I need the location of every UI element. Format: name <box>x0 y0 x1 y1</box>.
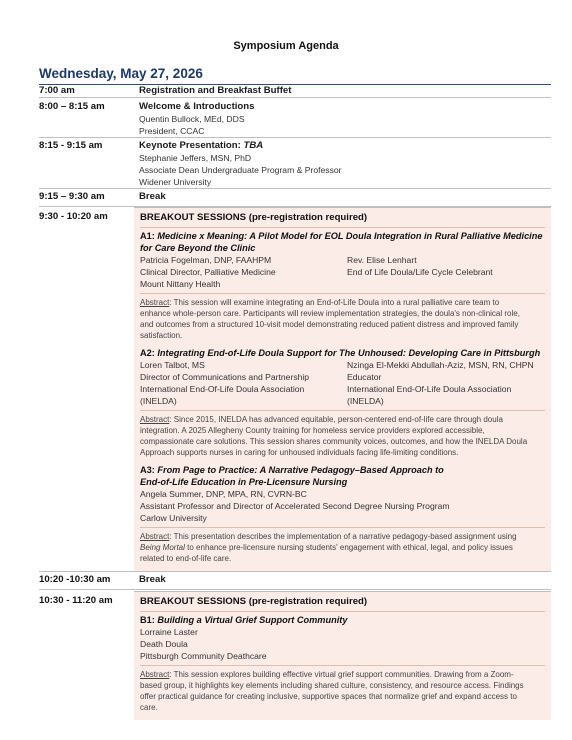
breakout-box-b <box>134 591 551 720</box>
row-divider <box>39 188 551 189</box>
session-a1 <box>140 230 545 341</box>
time-label: 8:15 - 9:15 am <box>39 140 103 151</box>
session-title-cont: for Care Beyond the Clinic <box>140 243 256 253</box>
box-divider <box>140 227 545 228</box>
presenter-org: Mount Nittany Health <box>140 279 221 289</box>
speaker-title: Associate Dean Undergraduate Program & Professor <box>139 165 342 175</box>
speaker-name: Quentin Bullock, MEd, DDS <box>139 114 245 124</box>
session-title: A2: Integrating End-of-Life Doula Support for The Unhoused: Developing Care in Pittsburgh <box>140 348 541 358</box>
time-label: 10:20 -10:30 am <box>39 574 111 585</box>
session-title-cont: End-of-Life Education in Pre-Licensure Nursing <box>140 477 348 487</box>
presenter-title: Assistant Professor and Director of Accelerated Second Degree Nursing Program <box>140 501 450 511</box>
presenter-org-abbr: (INELDA) <box>140 396 177 406</box>
page-title: Symposium Agenda <box>233 40 339 52</box>
speaker-name: Stephanie Jeffers, MSN, PhD <box>139 153 252 163</box>
time-label: 10:30 - 11:20 am <box>39 595 113 606</box>
time-label: 9:30 - 10:20 am <box>39 211 108 222</box>
breakout-heading: BREAKOUT SESSIONS (pre-registration required) <box>140 596 368 607</box>
speaker-title: President, CCAC <box>139 126 205 136</box>
presenter-org-abbr: (INELDA) <box>347 396 384 406</box>
breakout-box-a <box>134 207 551 571</box>
presenter-title: Death Doula <box>140 639 188 649</box>
presenter-title: Director of Communications and Partnership <box>140 372 310 382</box>
row-divider <box>39 137 551 138</box>
box-divider <box>140 611 545 612</box>
row-heading: Registration and Breakfast Buffet <box>139 85 292 96</box>
presenter-title: End of Life Doula/Life Cycle Celebrant <box>347 267 493 277</box>
presenter-org: International End-Of-Life Doula Association <box>140 384 305 394</box>
session-abstract: Abstract: Since 2015, INELDA has advanced equitable, person-centered end-of-life care through doula integration. A 2025 Allegheny County training for homeless service providers explored accessible, compassionate care solutions. This session shares community voices, outcomes, and how the INELDA Doula Approach supports nurses in caring for unhoused individuals facing life-limiting conditions. <box>140 415 528 457</box>
presenter-org: Carlow University <box>140 513 207 523</box>
session-title: A3: From Page to Practice: A Narrative Pedagogy–Based Approach to <box>140 465 444 475</box>
presenter-name: Lorraine Laster <box>140 627 198 637</box>
presenter-name: Angela Summer, DNP, MPA, RN, CVRN-BC <box>140 489 307 499</box>
presenter-org: International End-Of-Life Doula Association <box>347 384 512 394</box>
day-heading: Wednesday, May 27, 2026 <box>39 66 203 81</box>
presenter-title: Educator <box>347 372 382 382</box>
session-abstract: Abstract: This session explores building effective virtual grief support communities. Drawing from a Zoom- based group, it highlights key elements including shared culture, consistency, and resource access. Findings offer practical guidance for creating inclusive, supportive spaces that normalize grief and expand access to care. <box>140 670 524 712</box>
speaker-org: Widener University <box>139 177 212 187</box>
row-heading: Break <box>139 191 166 202</box>
row-heading: Break <box>139 574 166 585</box>
row-heading: Keynote Presentation: TBA <box>139 140 264 151</box>
session-abstract: Abstract: This session will examine integrating an End-of-Life Doula into a rural palliative care team to enhance whole-person care. Participants will review implementation strategies, the doula's non-clinical role, and outcomes from a structured 10-visit model demonstrating reduced patient distress and improved family satisfaction. <box>140 298 520 340</box>
session-a3 <box>140 464 545 564</box>
row-divider <box>39 97 551 98</box>
time-label: 8:00 – 8:15 am <box>39 101 105 112</box>
session-title: A1: Medicine x Meaning: A Pilot Model for EOL Doula Integration in Rural Palliative Medicine <box>140 231 543 241</box>
session-abstract: Abstract: This presentation describes the implementation of a narrative pedagogy-based assignment using Being Mortal to enhance pre-licensure nursing students' engagement with ethical, legal, and policy issues related to end-of-life care. <box>140 532 517 563</box>
session-title: B1: Building a Virtual Grief Support Community <box>140 615 348 625</box>
presenter-name: Rev. Elise Lenhart <box>347 255 417 265</box>
session-b1 <box>140 614 545 713</box>
breakout-heading: BREAKOUT SESSIONS (pre-registration required) <box>140 212 368 223</box>
presenter-title: Clinical Director, Palliative Medicine <box>140 267 276 277</box>
session-a2 <box>140 347 545 458</box>
row-divider <box>39 571 551 572</box>
presenter-name: Patricia Fogelman, DNP, FAAHPM <box>140 255 272 265</box>
presenter-name: Loren Talbot, MS <box>140 360 205 370</box>
time-label: 7:00 am <box>39 85 75 96</box>
row-heading: Welcome & Introductions <box>139 101 255 112</box>
time-label: 9:15 – 9:30 am <box>39 191 105 202</box>
presenter-name: Nzinga El-Mekki Abdullah-Aziz, MSN, RN, CHPN <box>347 360 534 370</box>
row-divider <box>39 589 551 590</box>
presenter-org: Pittsburgh Community Deathcare <box>140 651 267 661</box>
